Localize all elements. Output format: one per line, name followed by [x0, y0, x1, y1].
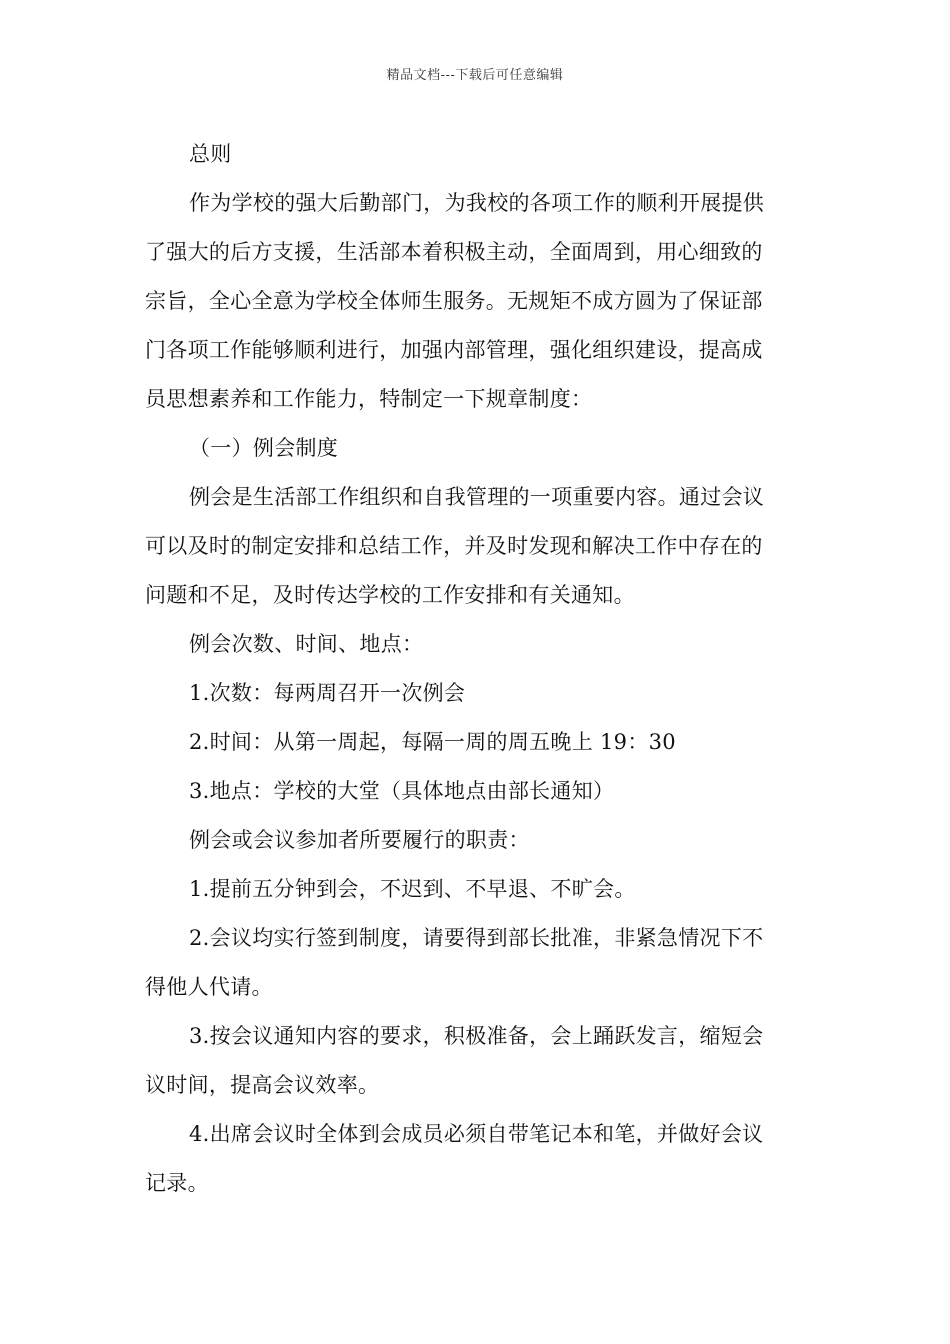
document-body: [145, 130, 810, 1208]
meeting-info-item: 2.时间：从第一周起，每隔一周的周五晚上 19：30: [189, 730, 676, 754]
duty-item-2: [145, 914, 810, 1012]
meeting-info-item: 3.地点：学校的大堂（具体地点由部长通知）: [189, 779, 615, 803]
paragraph-line: 员思想素养和工作能力，特制定一下规章制度：: [145, 387, 593, 411]
paragraph-line: 得他人代请。: [145, 975, 273, 999]
intro-paragraph: [145, 179, 810, 424]
paragraph-line: 记录。: [145, 1171, 209, 1195]
paragraph-line: 例会是生活部工作组织和自我管理的一项重要内容。通过会议: [189, 485, 765, 509]
paragraph-line: 了强大的后方支援，生活部本着积极主动，全面周到，用心细致的: [145, 240, 763, 264]
paragraph-line: 宗旨，全心全意为学校全体师生服务。无规矩不成方圆为了保证部: [145, 289, 763, 313]
paragraph-line: 可以及时的制定安排和总结工作，并及时发现和解决工作中存在的: [145, 534, 763, 558]
section-title: 总则: [189, 142, 232, 166]
meeting-info-heading: 例会次数、时间、地点：: [189, 632, 424, 656]
subsection-heading: （一）例会制度: [189, 436, 339, 460]
meeting-intro-paragraph: [145, 473, 810, 620]
paragraph-line: 2.会议均实行签到制度，请要得到部长批准，非紧急情况下不: [189, 926, 764, 950]
paragraph-line: 4.出席会议时全体到会成员必须自带笔记本和笔，并做好会议: [189, 1122, 764, 1146]
duties-heading: 例会或会议参加者所要履行的职责：: [189, 828, 530, 852]
meeting-info-item: 1.次数：每两周召开一次例会: [189, 681, 466, 705]
paragraph-line: 3.按会议通知内容的要求，积极准备，会上踊跃发言，缩短会: [189, 1024, 764, 1048]
paragraph-line: 作为学校的强大后勤部门，为我校的各项工作的顺利开展提供: [189, 191, 765, 215]
duty-item-4: [145, 1110, 810, 1208]
page-header: 精品文档---下载后可任意编辑: [386, 68, 564, 83]
paragraph-line: 问题和不足，及时传达学校的工作安排和有关通知。: [145, 583, 635, 607]
duty-item-1: 1.提前五分钟到会，不迟到、不早退、不旷会。: [189, 877, 636, 901]
paragraph-line: 议时间，提高会议效率。: [145, 1073, 380, 1097]
duty-item-3: [145, 1012, 810, 1110]
paragraph-line: 门各项工作能够顺利进行，加强内部管理，强化组织建设，提高成: [145, 338, 763, 362]
